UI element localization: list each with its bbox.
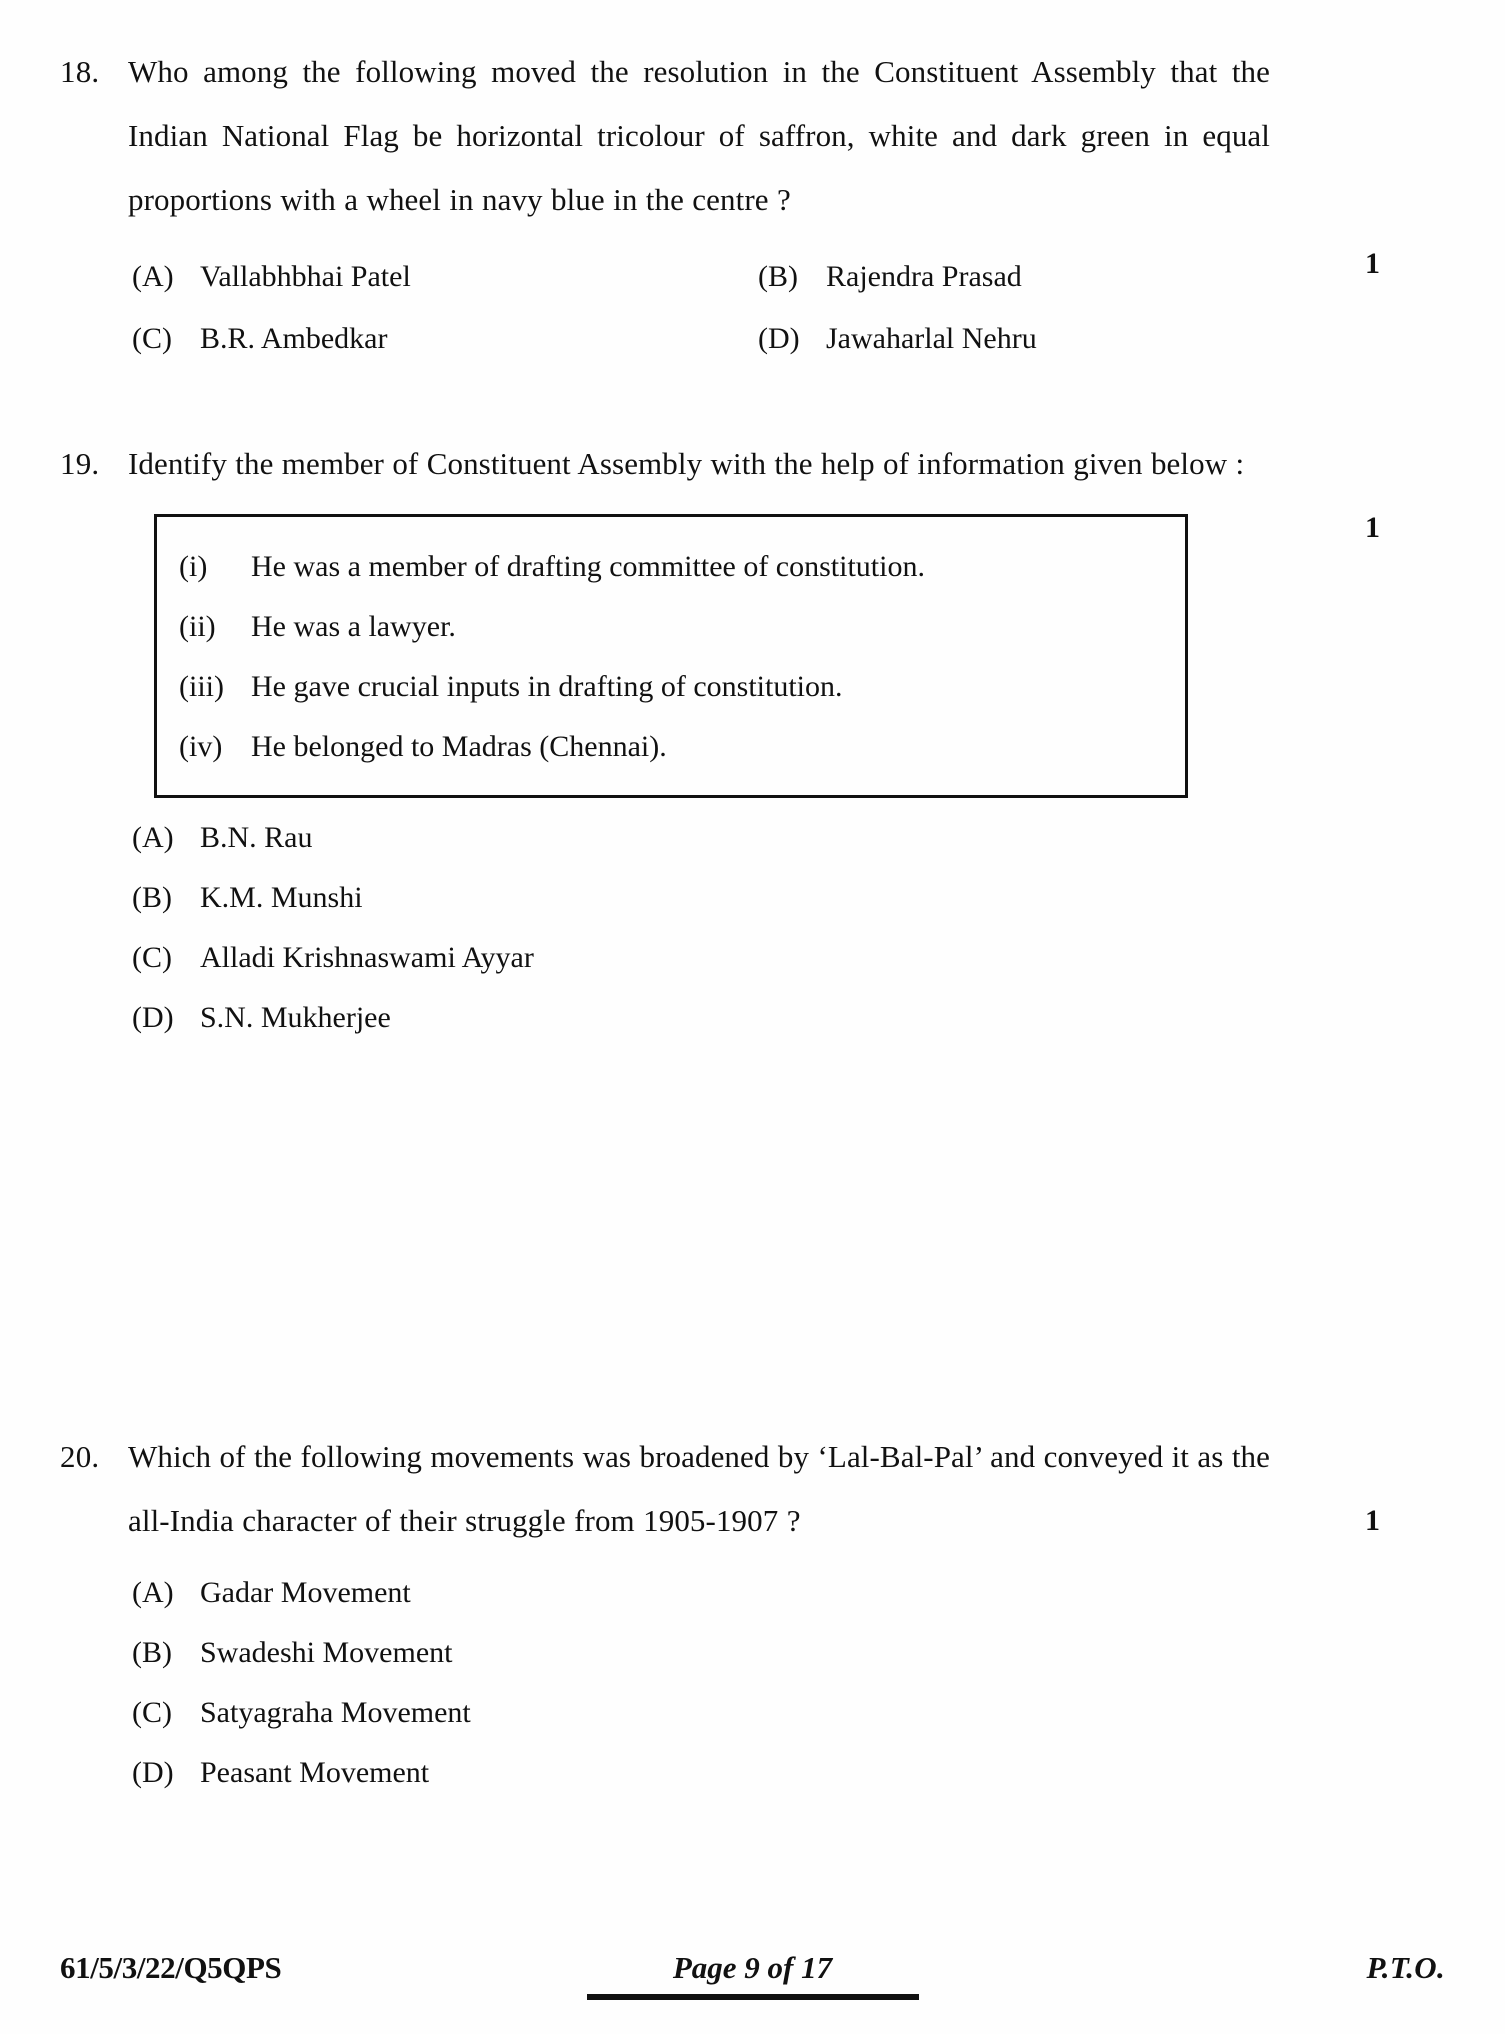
question-18-marks: 1 [1365, 247, 1380, 280]
option-20-b-label: (B) [132, 1636, 172, 1669]
question-19-number: 19. [60, 446, 100, 481]
option-20-a-text: Gadar Movement [200, 1576, 411, 1609]
info-item-iv-text: He belonged to Madras (Chennai). [251, 730, 667, 763]
option-19-a-text: B.N. Rau [200, 821, 313, 854]
option-19-c-text: Alladi Krishnaswami Ayyar [200, 941, 534, 974]
option-18-a[interactable] [128, 246, 754, 308]
option-19-b[interactable] [128, 868, 1380, 928]
option-20-c[interactable] [128, 1683, 1380, 1743]
option-20-b-text: Swadeshi Movement [200, 1636, 453, 1669]
option-18-c-text: B.R. Ambedkar [200, 322, 388, 355]
option-19-c-label: (C) [132, 941, 172, 974]
question-20 [60, 1425, 1380, 1803]
question-18-options [128, 246, 1380, 370]
option-20-d-label: (D) [132, 1756, 174, 1789]
option-19-b-text: K.M. Munshi [200, 881, 363, 914]
question-19-body [128, 432, 1380, 544]
info-item-iii-text: He gave crucial inputs in drafting of constitution. [251, 670, 843, 703]
question-19-marks: 1 [1365, 511, 1380, 544]
page-number: Page 9 of 17 [672, 1950, 833, 1985]
question-18-number: 18. [60, 54, 100, 89]
option-19-d-text: S.N. Mukherjee [200, 1001, 391, 1034]
question-18-text: Who among the following moved the resolution in the Constituent Assembly that the Indian National Flag be horizontal tricolour of saffron, white and dark green in equal proportions with a wheel in navy blue in the centre ? [128, 54, 1270, 217]
option-18-d-label: (D) [758, 322, 800, 355]
paper-code: 61/5/3/22/Q5QPS [60, 1950, 282, 1985]
question-20-head [60, 1425, 1380, 1553]
option-18-c-label: (C) [132, 322, 172, 355]
option-18-a-text: Vallabhbhai Patel [200, 260, 411, 293]
option-18-d-text: Jawaharlal Nehru [826, 322, 1037, 355]
question-19-info-box [154, 514, 1188, 798]
option-20-c-label: (C) [132, 1696, 172, 1729]
option-18-b[interactable] [754, 246, 1380, 308]
info-item-i-marker: (i) [179, 550, 208, 583]
info-item-ii [179, 597, 1169, 657]
info-item-i [179, 537, 1169, 597]
option-20-d-text: Peasant Movement [200, 1756, 430, 1789]
option-20-a[interactable] [128, 1563, 1380, 1623]
info-item-iii-marker: (iii) [179, 670, 224, 703]
question-19-options [128, 808, 1380, 1048]
question-20-text: Which of the following movements was broadened by ‘Lal-Bal-Pal’ and conveyed it as the all-India character of their struggle from 1905-1907 ? [128, 1439, 1270, 1538]
question-19-head [60, 432, 1380, 544]
option-19-b-label: (B) [132, 881, 172, 914]
question-20-marks: 1 [1365, 1504, 1380, 1537]
info-item-iv-marker: (iv) [179, 730, 223, 763]
option-19-d-label: (D) [132, 1001, 174, 1034]
page-footer [60, 1930, 1445, 1990]
option-20-b[interactable] [128, 1623, 1380, 1683]
option-18-b-text: Rajendra Prasad [826, 260, 1022, 293]
option-18-d[interactable] [754, 308, 1380, 370]
option-18-a-label: (A) [132, 260, 174, 293]
info-item-i-text: He was a member of drafting committee of constitution. [251, 550, 925, 583]
question-20-options [128, 1563, 1380, 1803]
option-19-a-label: (A) [132, 821, 174, 854]
question-20-body [128, 1425, 1380, 1553]
option-19-d[interactable] [128, 988, 1380, 1048]
option-20-c-text: Satyagraha Movement [200, 1696, 471, 1729]
option-18-c[interactable] [128, 308, 754, 370]
option-20-a-label: (A) [132, 1576, 174, 1609]
question-19 [60, 432, 1380, 1048]
info-item-ii-text: He was a lawyer. [251, 610, 456, 643]
option-20-d[interactable] [128, 1743, 1380, 1803]
question-20-number: 20. [60, 1439, 100, 1474]
option-18-b-label: (B) [758, 260, 798, 293]
question-18 [60, 40, 1380, 370]
info-item-iii [179, 657, 1169, 717]
pto-label: P.T.O. [1366, 1950, 1445, 1985]
option-19-c[interactable] [128, 928, 1380, 988]
option-19-a[interactable] [128, 808, 1380, 868]
question-19-text: Identify the member of Constituent Assembly with the help of information given below : [128, 446, 1245, 481]
info-item-ii-marker: (ii) [179, 610, 216, 643]
page-number-underline [587, 1994, 919, 2000]
info-item-iv [179, 717, 1169, 777]
